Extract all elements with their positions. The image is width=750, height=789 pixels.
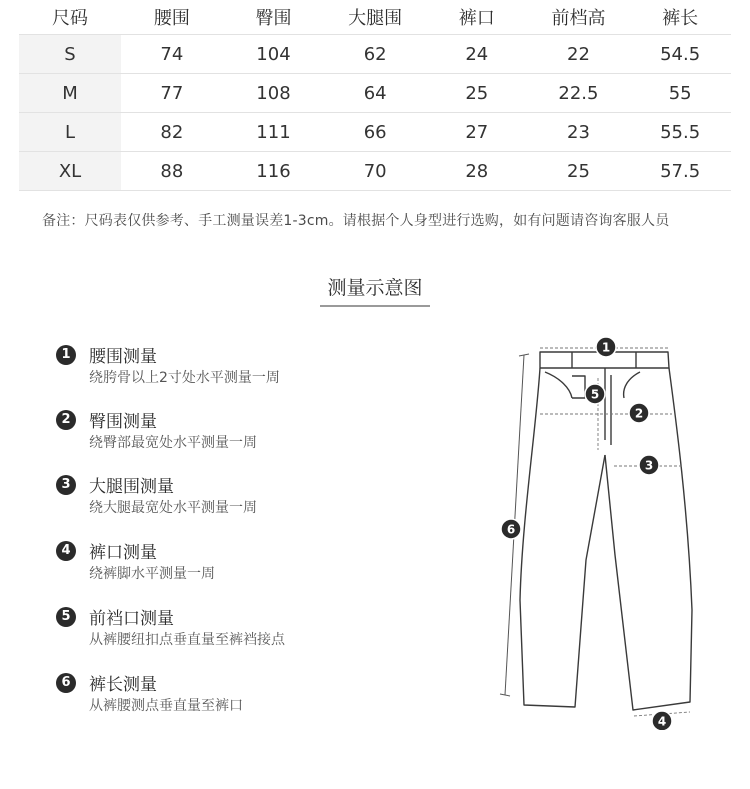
table-cell: 28: [426, 152, 528, 191]
number-badge: 3: [56, 475, 76, 495]
measure-item-front-rise: [56, 604, 386, 654]
number-badge: 5: [56, 607, 76, 627]
table-cell: 70: [324, 152, 426, 191]
measure-desc: 绕裤脚水平测量一周: [89, 566, 215, 582]
number-badge: 4: [56, 541, 76, 561]
measure-title: 腰围测量: [89, 347, 157, 367]
measure-desc: 绕胯骨以上2寸处水平测量一周: [89, 370, 280, 386]
svg-text:1: 1: [601, 340, 611, 355]
table-cell: 25: [426, 74, 528, 113]
measure-title: 臀围测量: [89, 412, 157, 432]
table-cell: 66: [324, 113, 426, 152]
table-cell: 23: [528, 113, 630, 152]
table-cell: 55.5: [629, 113, 731, 152]
measure-item-waist: [56, 342, 386, 392]
table-row: [19, 35, 731, 74]
measure-desc: 绕大腿最宽处水平测量一周: [89, 500, 257, 516]
size-cell: L: [19, 113, 121, 152]
measure-title: 裤口测量: [89, 543, 157, 563]
table-header-row: [19, 0, 731, 35]
table-cell: 64: [324, 74, 426, 113]
number-badge: 1: [56, 345, 76, 365]
column-header: 前档高: [528, 0, 630, 35]
column-header: 裤长: [629, 0, 731, 35]
table-cell: 108: [223, 74, 325, 113]
measure-item-thigh: [56, 472, 386, 522]
table-cell: 111: [223, 113, 325, 152]
measure-item-hem: [56, 538, 386, 588]
measure-title: 大腿围测量: [89, 477, 174, 497]
table-cell: 27: [426, 113, 528, 152]
measure-title: 前裆口测量: [89, 609, 174, 629]
diagram-title: 测量示意图: [327, 277, 423, 299]
table-cell: 62: [324, 35, 426, 74]
table-cell: 57.5: [629, 152, 731, 191]
table-row: [19, 74, 731, 113]
table-cell: 54.5: [629, 35, 731, 74]
table-cell: 74: [121, 35, 223, 74]
column-header: 尺码: [19, 0, 121, 35]
size-note: 备注：尺码表仅供参考、手工测量误差1-3cm。请根据个人身型进行选购，如有问题请咨询客服人员: [42, 213, 670, 229]
size-cell: M: [19, 74, 121, 113]
measure-item-hip: [56, 407, 386, 457]
column-header: 臀围: [223, 0, 325, 35]
table-row: [19, 113, 731, 152]
measure-item-length: [56, 670, 386, 720]
column-header: 裤口: [426, 0, 528, 35]
table-cell: 88: [121, 152, 223, 191]
table-cell: 25: [528, 152, 630, 191]
number-badge: 2: [56, 410, 76, 430]
table-cell: 104: [223, 35, 325, 74]
table-cell: 22.5: [528, 74, 630, 113]
table-cell: 116: [223, 152, 325, 191]
title-underline: [320, 305, 430, 307]
svg-text:4: 4: [657, 714, 667, 729]
svg-text:6: 6: [506, 522, 516, 537]
table-cell: 77: [121, 74, 223, 113]
svg-text:3: 3: [644, 458, 654, 473]
pants-diagram: [495, 330, 705, 730]
measure-desc: 绕臀部最宽处水平测量一周: [89, 435, 257, 451]
column-header: 大腿围: [324, 0, 426, 35]
size-cell: S: [19, 35, 121, 74]
table-cell: 24: [426, 35, 528, 74]
number-badge: 6: [56, 673, 76, 693]
size-cell: XL: [19, 152, 121, 191]
measure-desc: 从裤腰测点垂直量至裤口: [89, 698, 243, 714]
table-cell: 22: [528, 35, 630, 74]
svg-text:2: 2: [634, 406, 644, 421]
column-header: 腰围: [121, 0, 223, 35]
measure-title: 裤长测量: [89, 675, 157, 695]
measure-desc: 从裤腰纽扣点垂直量至裤裆接点: [89, 632, 285, 648]
size-table: [19, 0, 731, 191]
table-row: [19, 152, 731, 191]
svg-text:5: 5: [590, 387, 600, 402]
table-cell: 55: [629, 74, 731, 113]
table-cell: 82: [121, 113, 223, 152]
